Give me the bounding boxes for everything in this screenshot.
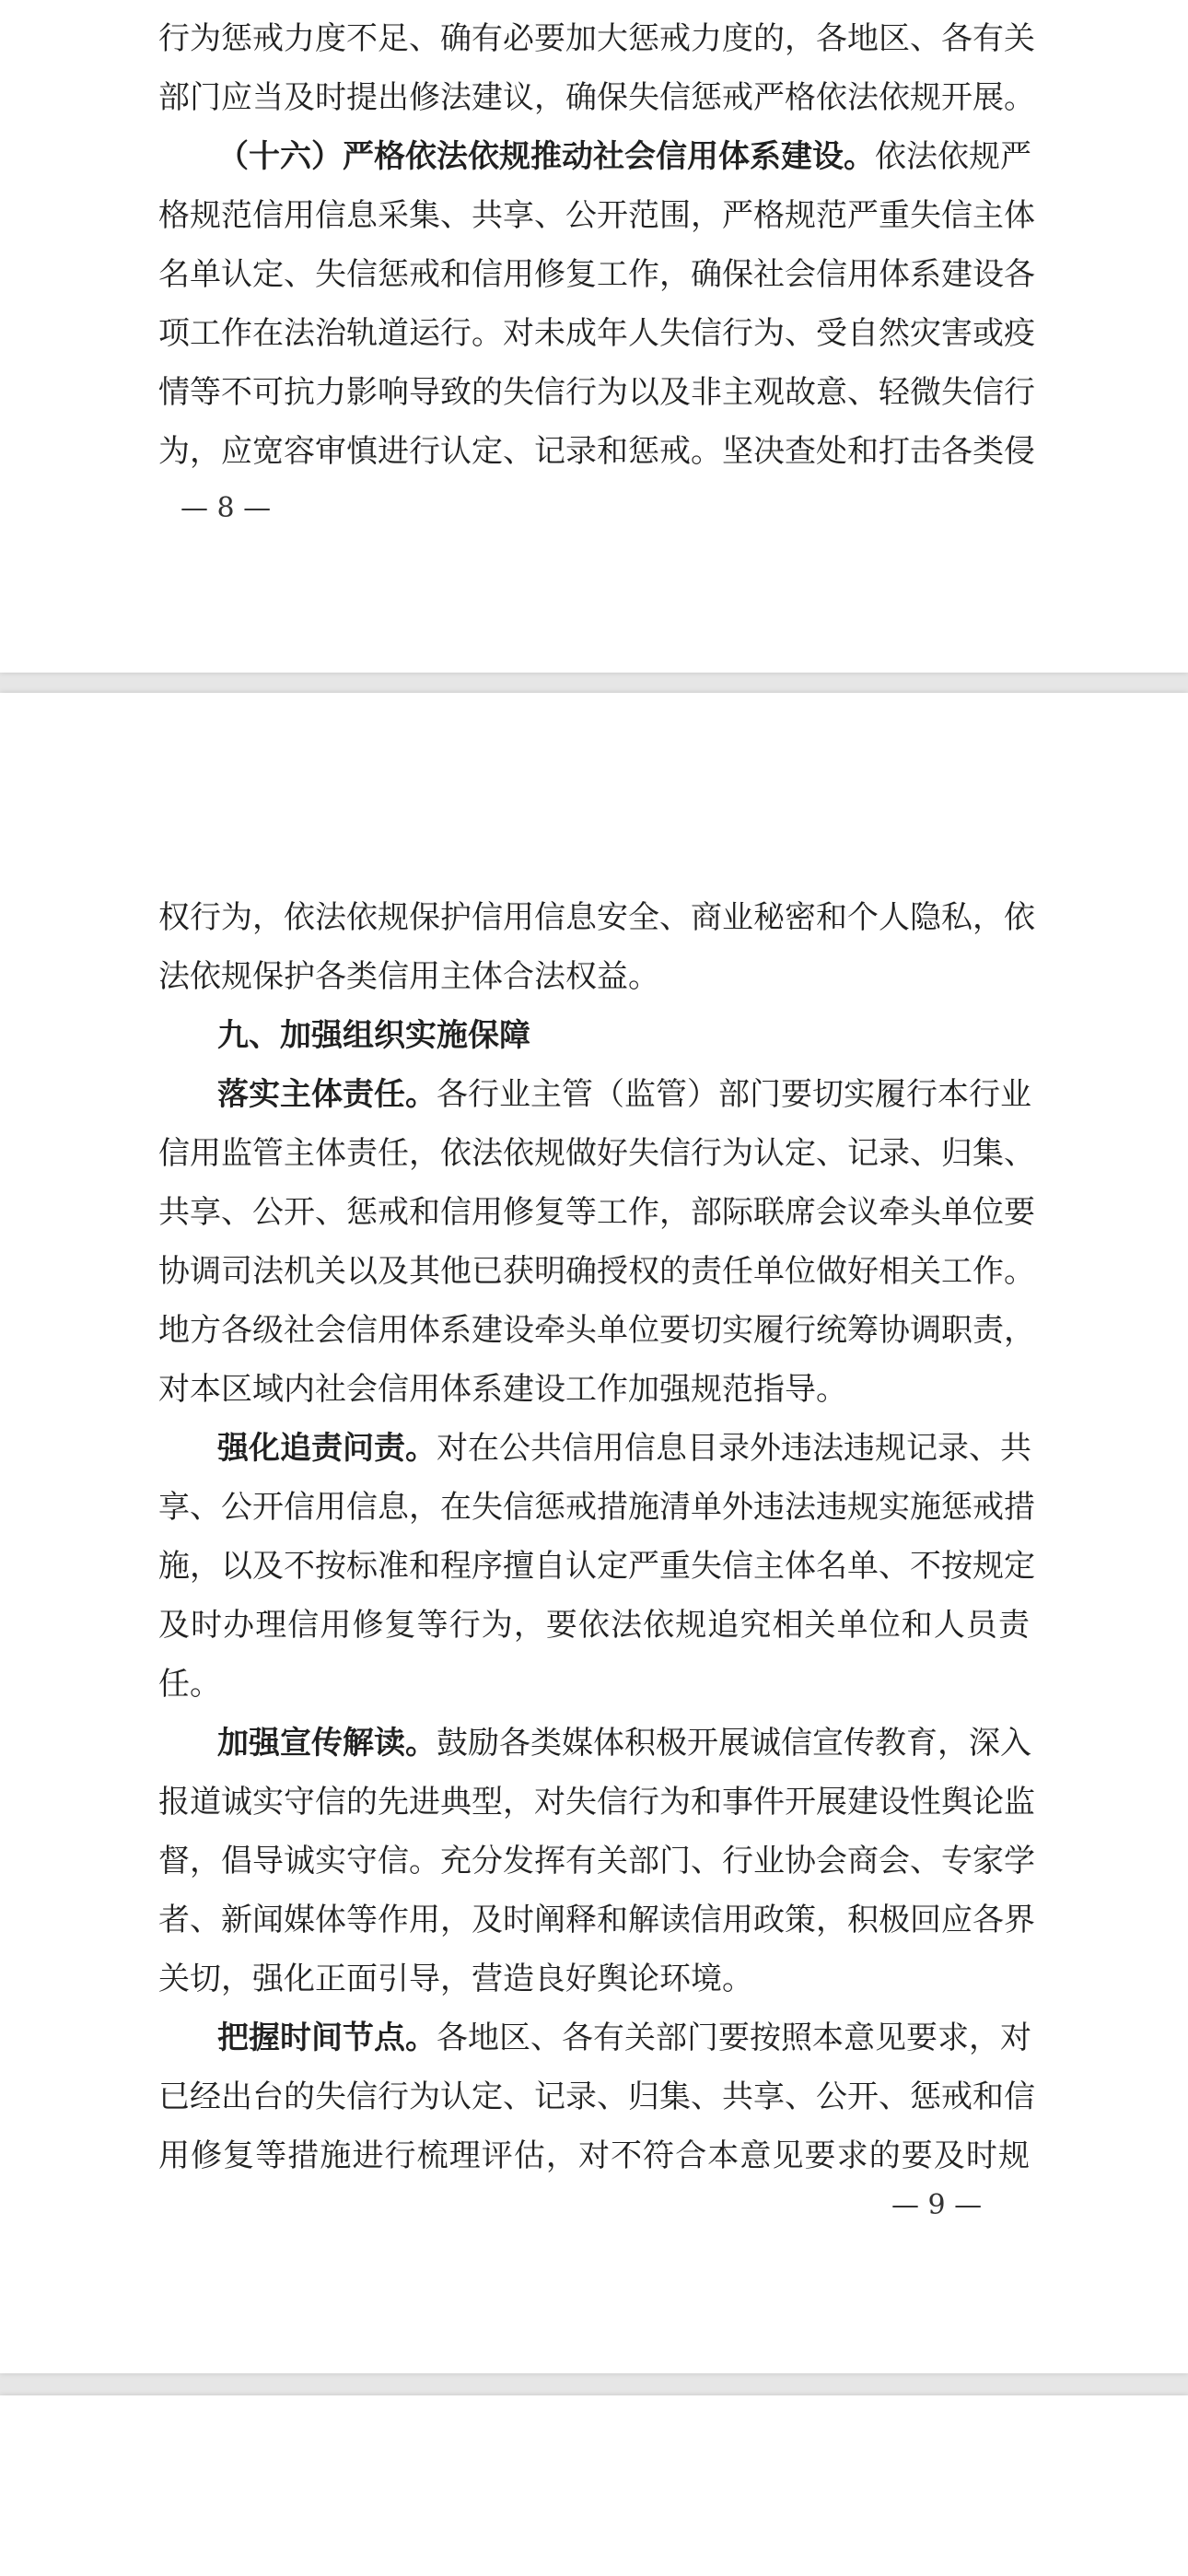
text-line: 格规范信用信息采集、共享、公开范围，严格规范严重失信主体 [158, 197, 1035, 234]
text-line: 项工作在法治轨道运行。对未成年人失信行为、受自然灾害或疫 [158, 315, 1035, 352]
paragraph-2-title: 强化追责问责。 [217, 1430, 437, 1467]
text-line: 为，应宽容审慎进行认定、记录和惩戒。坚决查处和打击各类侵 [158, 433, 1035, 470]
paragraph-1-title: 落实主体责任。 [217, 1076, 437, 1113]
text-line: 者、新闻媒体等作用，及时阐释和解读信用政策，积极回应各界 [158, 1902, 1035, 1938]
paragraph-3-text: 鼓励各类媒体积极开展诚信宣传教育，深入 [437, 1725, 1031, 1762]
text-line: 权行为，依法依规保护信用信息安全、商业秘密和个人隐私，依 [158, 899, 1035, 936]
section-heading: 九、加强组织实施保障 [217, 1017, 530, 1054]
page-number: — 8 — [181, 492, 272, 524]
page-8 [0, 0, 1188, 673]
text-line: 任。 [158, 1666, 221, 1703]
paragraph-1-first-line [217, 1074, 1030, 1115]
paragraph-16-title: （十六）严格依法依规推动社会信用体系建设。 [217, 138, 875, 175]
paragraph-4-first-line [217, 2018, 1030, 2058]
text-line: 行为惩戒力度不足、确有必要加大惩戒力度的，各地区、各有关 [158, 20, 1035, 57]
paragraph-4-text: 各地区、各有关部门要按照本意见要求，对 [437, 2020, 1031, 2056]
paragraph-16-text: 依法依规严 [875, 138, 1031, 175]
text-line: 部门应当及时提出修法建议，确保失信惩戒严格依法依规开展。 [158, 79, 1035, 116]
text-line: 法依规保护各类信用主体合法权益。 [158, 958, 659, 995]
text-line: 对本区域内社会信用体系建设工作加强规范指导。 [158, 1371, 847, 1408]
text-line: 享、公开信用信息，在失信惩戒措施清单外违法违规实施惩戒措 [158, 1489, 1035, 1526]
text-line: 关切，强化正面引导，营造良好舆论环境。 [158, 1961, 753, 1997]
page-9 [0, 693, 1188, 2373]
text-line: 情等不可抗力影响导致的失信行为以及非主观故意、轻微失信行 [158, 374, 1035, 411]
text-line: 名单认定、失信惩戒和信用修复工作，确保社会信用体系建设各 [158, 256, 1035, 293]
paragraph-1-text: 各行业主管（监管）部门要切实履行本行业 [437, 1076, 1031, 1113]
text-line: 督，倡导诚实守信。充分发挥有关部门、行业协会商会、专家学 [158, 1843, 1035, 1879]
text-line: 施，以及不按标准和程序擅自认定严重失信主体名单、不按规定 [158, 1548, 1035, 1585]
text-line: 协调司法机关以及其他已获明确授权的责任单位做好相关工作。 [158, 1253, 1035, 1290]
text-line: 用修复等措施进行梳理评估，对不符合本意见要求的要及时规 [158, 2137, 1030, 2174]
paragraph-3-title: 加强宣传解读。 [217, 1725, 437, 1762]
page-number: — 9 — [891, 2189, 983, 2221]
text-line: 信用监管主体责任，依法依规做好失信行为认定、记录、归集、 [158, 1135, 1035, 1172]
paragraph-2-text: 对在公共信用信息目录外违法违规记录、共 [437, 1430, 1031, 1467]
text-line: 已经出台的失信行为认定、记录、归集、共享、公开、惩戒和信 [158, 2078, 1035, 2115]
text-line: 报道诚实守信的先进典型，对失信行为和事件开展建设性舆论监 [158, 1784, 1035, 1821]
paragraph-16-first-line [217, 136, 1030, 177]
text-line: 及时办理信用修复等行为，要依法依规追究相关单位和人员责 [158, 1607, 1030, 1644]
text-line: 共享、公开、惩戒和信用修复等工作，部际联席会议牵头单位要 [158, 1194, 1035, 1231]
paragraph-3-first-line [217, 1723, 1030, 1763]
paragraph-2-first-line [217, 1428, 1030, 1469]
page-10 [0, 2395, 1188, 2576]
paragraph-4-title: 把握时间节点。 [217, 2020, 437, 2056]
text-line: 地方各级社会信用体系建设牵头单位要切实履行统筹协调职责， [158, 1312, 1035, 1349]
